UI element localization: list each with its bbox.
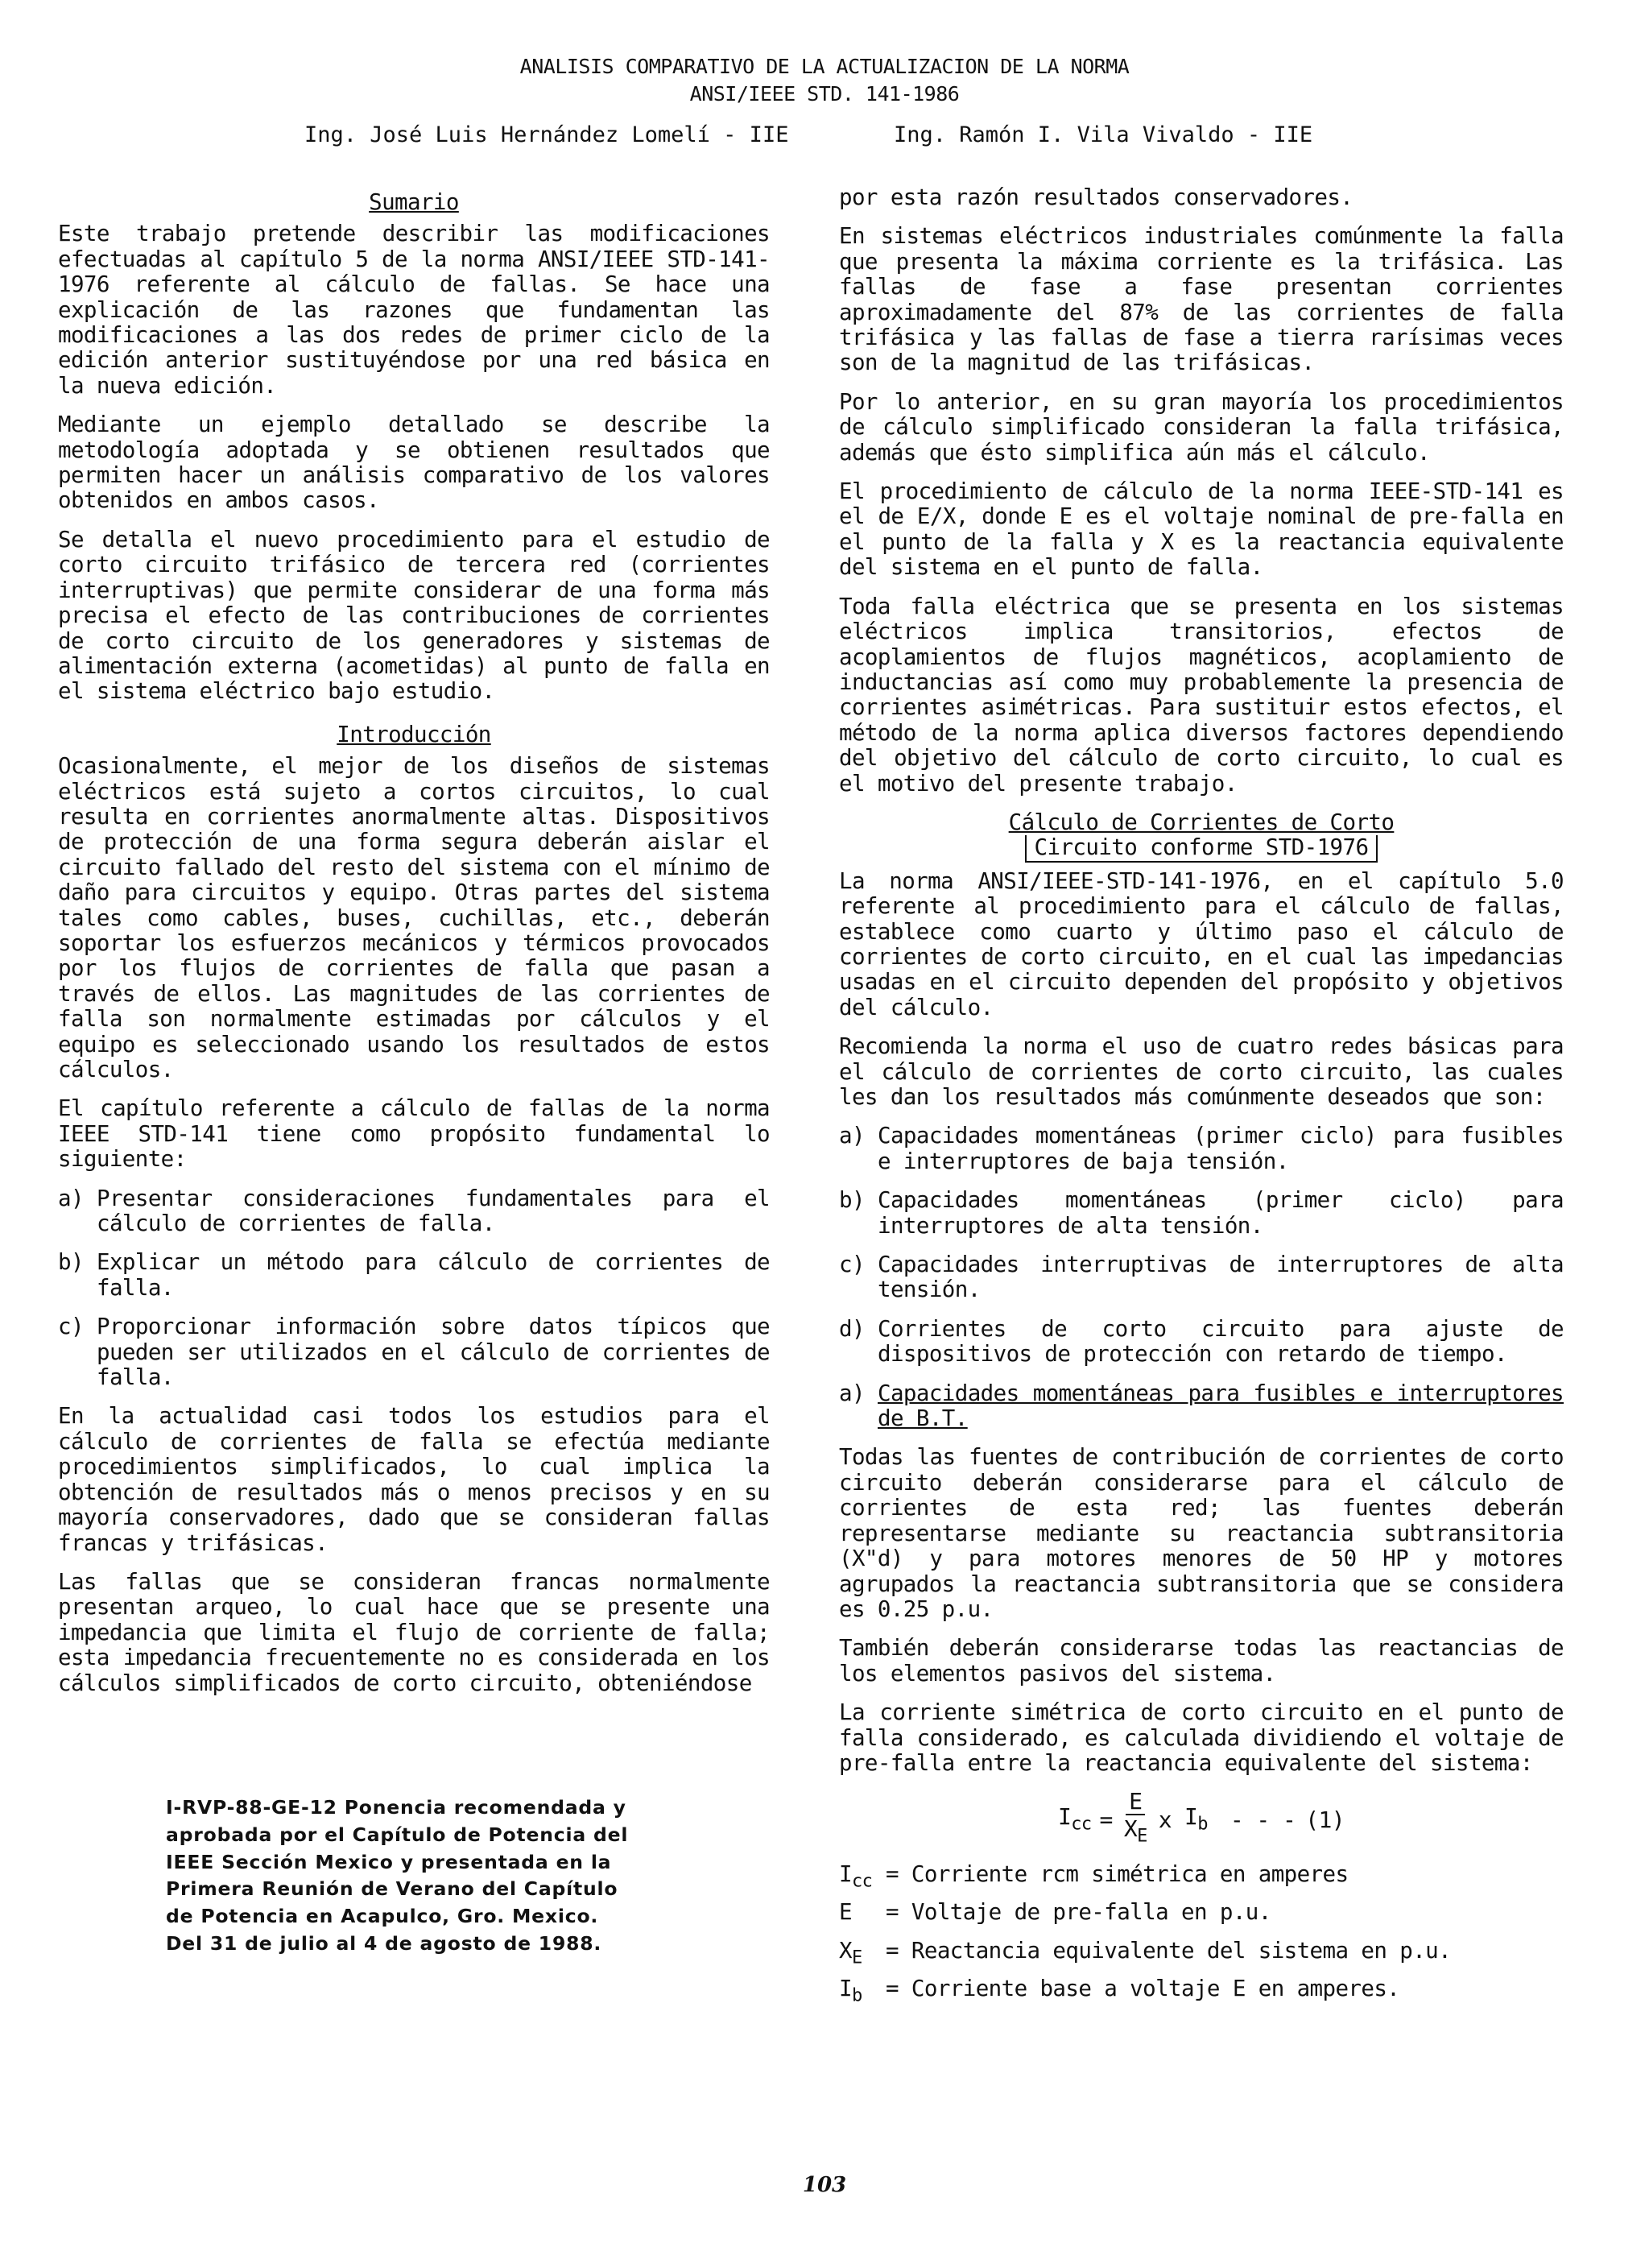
list-item-label: d): [839, 1315, 865, 1342]
formula-numerator: E: [1126, 1790, 1145, 1815]
left-column: [58, 185, 770, 1710]
introduccion-heading: Introducción: [337, 721, 491, 747]
right-paragraph-6: La norma ANSI/IEEE-STD-141-1976, en el capítulo 5.0 referente al procedimiento para el cálculo de fallas, establece como cuarto y último paso el cálculo de corrientes de corto circuito, en el cual las impedancias usadas en el circuito dependen del propósito y objetivos del cálculo.: [839, 867, 1564, 1020]
formula-rhs: $I_b$: [1184, 1802, 1208, 1835]
footnote-line: I-RVP-88-GE-12 Ponencia recomendada y: [166, 1796, 626, 1819]
calculo-heading-line-1: Cálculo de Corrientes de Corto: [1008, 809, 1395, 835]
list-item-label: a): [58, 1185, 84, 1211]
calculo-heading: [839, 810, 1564, 863]
list-item-text: Presentar consideraciones fundamentales para el cálculo de corrientes de falla.: [97, 1185, 770, 1237]
paper-title-line-2: ANSI/IEEE STD. 141-1986: [689, 82, 960, 106]
list-item-label: c): [839, 1252, 865, 1278]
definition-text: = Corriente rcm simétrica en amperes: [886, 1860, 1349, 1887]
intro-paragraph-4: Las fallas que se consideran francas normalmente presentan arqueo, lo cual hace que se presente una impedancia que limita el flujo de corriente de falla; esta impedancia frecuentemente no es considerada en los cálculos simplificados de corto circuito, obteniéndose: [58, 1568, 770, 1696]
right-paragraph-5: Toda falla eléctrica que se presenta en los sistemas eléctricos implica transitorios, efectos de acoplamientos de flujos magnéticos, acoplamiento de inductancias así como muy probablemente la presencia de corrientes asimétricas. Para sustituir estos efectos, el método de la norma aplica diversos factores dependiendo del objetivo del cálculo de corto circuito, lo cual es el motivo del presente trabajo.: [839, 593, 1564, 797]
sumario-heading: Sumario: [369, 189, 459, 215]
definition-row: [839, 1859, 1564, 1898]
right-paragraph-10: La corriente simétrica de corto circuito en el punto de falla considerado, es calculada dividiendo el voltaje de pre-falla entre la reactancia equivalente del sistema:: [839, 1699, 1564, 1776]
definition-text: = Reactancia equivalente del sistema en p.u.: [886, 1937, 1452, 1964]
formula-times: x: [1158, 1807, 1172, 1834]
subsection-title: Capacidades momentáneas para fusibles e interruptores de B.T.: [878, 1380, 1564, 1432]
list-item: [839, 1252, 1564, 1303]
list-item-label: b): [839, 1187, 865, 1214]
formula-equals: =: [1099, 1807, 1113, 1834]
list-item: [839, 1317, 1564, 1368]
list-item-text: Capacidades interruptivas de interruptores de alta tensión.: [878, 1252, 1564, 1303]
definition-row: [839, 1935, 1564, 1974]
definition-symbol: E: [839, 1899, 852, 1926]
list-item-text: Corrientes de corto circuito para ajuste de dispositivos de protección con retardo de tiempo.: [878, 1315, 1564, 1368]
footnote-line: Primera Reunión de Verano del Capítulo: [166, 1877, 618, 1901]
sumario-paragraph-2: Mediante un ejemplo detallado se describe la metodología adoptada y se obtienen resultados que permiten hacer un análisis comparativo de los valores obtenidos en ambos casos.: [58, 412, 770, 514]
variable-definitions: [839, 1859, 1564, 2012]
definition-symbol: $I_b$: [839, 1976, 862, 2006]
list-item-text: Capacidades momentáneas (primer ciclo) para interruptores de alta tensión.: [878, 1187, 1564, 1239]
author-2: Ing. Ramón I. Vila Vivaldo - IIE: [894, 122, 1313, 147]
list-item-label: b): [58, 1249, 84, 1276]
equation-number: (1): [1305, 1807, 1345, 1834]
right-paragraph-3: Por lo anterior, en su gran mayoría los procedimientos de cálculo simplificado consideran la falla trifásica, además que ésto simplifica aún más el cálculo.: [839, 388, 1564, 466]
list-item: [839, 1188, 1564, 1239]
page-number: 103: [802, 2173, 847, 2197]
list-item-text: Explicar un método para cálculo de corrientes de falla.: [97, 1249, 770, 1301]
formula-lhs: $I_{cc}$: [1057, 1802, 1092, 1835]
intro-paragraph-3: En la actualidad casi todos los estudios para el cálculo de corrientes de falla se efectúa mediante procedimientos simplificados, lo cual implica la obtención de resultados más o menos precisos y en su mayoría conservadores, dado que se consideran fallas francas y trifásicas.: [58, 1403, 770, 1556]
formula-dashes: - - -: [1230, 1807, 1296, 1834]
list-item: [58, 1314, 770, 1390]
list-item-text: Proporcionar información sobre datos típicos que pueden ser utilizados en el cálculo de corrientes de falla.: [97, 1314, 770, 1391]
definition-text: = Corriente base a voltaje E en amperes.: [886, 1976, 1400, 2002]
definition-symbol: $X_E$: [839, 1937, 862, 1968]
author-1: Ing. José Luis Hernández Lomelí - IIE: [304, 122, 789, 147]
footnote-line: aprobada por el Capítulo de Potencia del: [166, 1823, 629, 1846]
formula-fraction: [1124, 1790, 1147, 1851]
sumario-paragraph-3: Se detalla el nuevo procedimiento para el estudio de corto circuito trifásico de tercera red (corrientes interruptivas) que permite considerar de una forma más precisa el efecto de las contribuciones de corrientes de corto circuito de los generadores y sistemas de alimentación externa (acometidas) al punto de falla en el sistema eléctrico bajo estudio.: [58, 526, 770, 705]
footnote-line: Del 31 de julio al 4 de agosto de 1988.: [166, 1931, 602, 1955]
intro-paragraph-1: Ocasionalmente, el mejor de los diseños de sistemas eléctricos está sujeto a cortos circuitos, lo cual resulta en corrientes anormalmente altas. Dispositivos de protección de una forma segura deberán aislar el circuito fallado del resto del sistema con el mínimo de daño para circuitos y equipo. Otras partes del sistema tales como cables, buses, cuchillas, etc., deberán soportar los esfuerzos mecánicos y térmicos provocados por los flujos de corrientes de falla que pasan a través de ellos. Las magnitudes de las corrientes de falla son normalmente estimadas por cálculos y el equipo es seleccionado usando los resultados de estos cálculos.: [58, 753, 770, 1082]
paper-title-line-1: ANALISIS COMPARATIVO DE LA ACTUALIZACION DE LA NORMA: [519, 55, 1130, 78]
formula-denominator: $X_E$: [1123, 1815, 1147, 1847]
list-item: [58, 1186, 770, 1237]
definition-row: [839, 1897, 1564, 1935]
list-item: [839, 1124, 1564, 1174]
definition-text: = Voltaje de pre-falla en p.u.: [886, 1899, 1271, 1926]
footnote-line: IEEE Sección Mexico y presentada en la: [166, 1850, 612, 1873]
equation-1: [839, 1790, 1564, 1851]
list-item-label: c): [58, 1314, 84, 1340]
sumario-paragraph-1: Este trabajo pretende describir las modificaciones efectuadas al capítulo 5 de la norma ANSI/IEEE STD-141-1976 referente al cálculo de fallas. Se hace una explicación de las razones que fundamentan las modificaciones a las dos redes de primer ciclo de la edición anterior sustituyéndose por una red básica en la nueva edición.: [58, 221, 770, 399]
right-paragraph-4: El procedimiento de cálculo de la norma IEEE-STD-141 es el de E/X, donde E es el voltaje nominal de pre-falla en el punto de la falla y X es la reactancia equivalente del sistema en el punto de falla.: [839, 478, 1564, 581]
subsection-heading: [839, 1381, 1564, 1432]
calculo-heading-line-2: Circuito conforme STD-1976: [1025, 835, 1378, 862]
definition-symbol: $I_{cc}$: [839, 1860, 873, 1892]
footnote: [166, 1794, 729, 1958]
right-paragraph-1: por esta razón resultados conservadores.: [839, 184, 1354, 210]
intro-paragraph-2: El capítulo referente a cálculo de fallas de la norma IEEE STD-141 tiene como propósito fundamental lo siguiente:: [58, 1095, 770, 1173]
footnote-line: de Potencia en Acapulco, Gro. Mexico.: [166, 1905, 599, 1928]
right-paragraph-8: Todas las fuentes de contribución de corrientes de corto circuito deberán considerarse para el cálculo de corrientes de esta red; las fuentes deberán representarse mediante su reactancia subtransitoria (X"d) y para motores menores de 50 HP y motores agrupados la reactancia subtransitoria que se considera es 0.25 p.u.: [839, 1444, 1564, 1622]
definition-row: [839, 1973, 1564, 2012]
right-paragraph-2: En sistemas eléctricos industriales comúnmente la falla que presenta la máxima corriente es la trifásica. Las fallas de fase a fase presentan corrientes aproximadamente del 87% de las corrientes de falla trifásica y las fallas de fase a tierra rarísimas veces son de la magnitud de las trifásicas.: [839, 223, 1564, 376]
list-item-text: Capacidades momentáneas (primer ciclo) para fusibles e interruptores de baja tensión.: [878, 1123, 1564, 1174]
list-item: [58, 1250, 770, 1301]
right-column: [839, 185, 1564, 2012]
list-item-label: a): [839, 1123, 865, 1149]
right-paragraph-7: Recomienda la norma el uso de cuatro redes básicas para el cálculo de corrientes de corto circuito, las cuales les dan los resultados más comúnmente deseados que son:: [839, 1033, 1564, 1110]
subsection-label: a): [839, 1380, 865, 1406]
right-paragraph-9: También deberán considerarse todas las reactancias de los elementos pasivos del sistema.: [839, 1635, 1564, 1687]
